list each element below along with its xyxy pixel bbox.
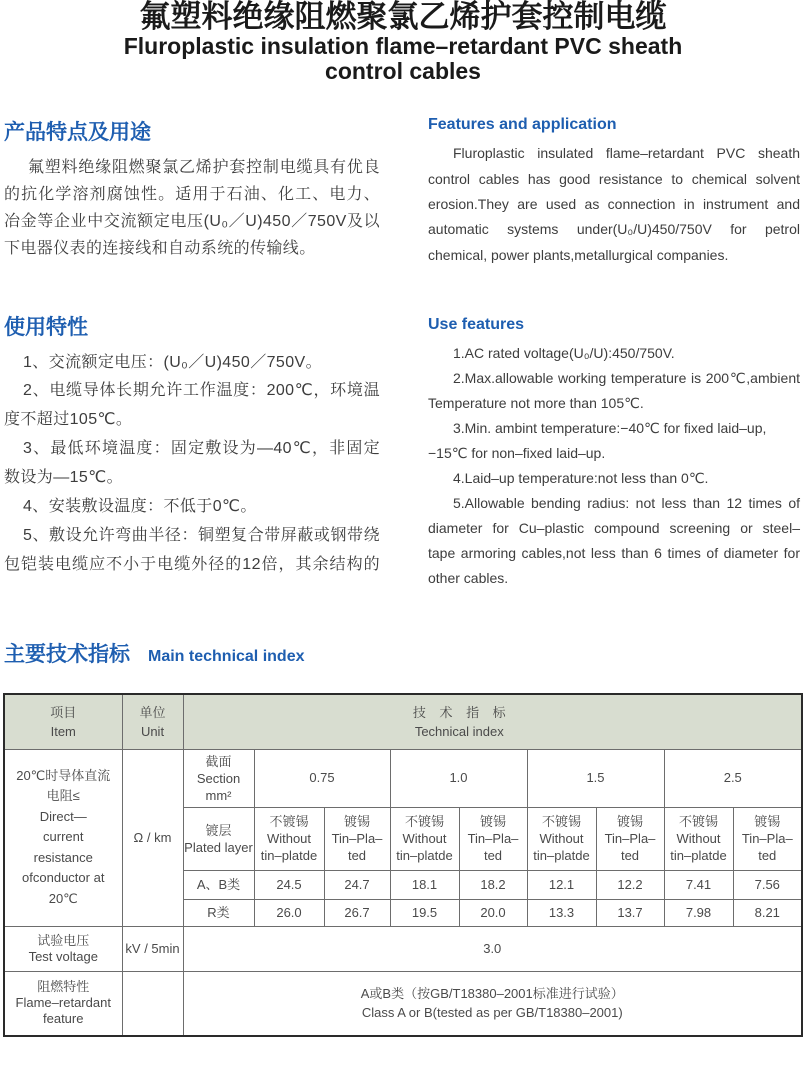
flame-item-zh: 阻燃特性: [37, 979, 90, 995]
value-cell: 12.2: [596, 870, 664, 899]
title-chinese: 氟塑料绝缘阻燃聚氯乙烯护套控制电缆: [139, 0, 667, 34]
plating-tin-plated: [733, 807, 802, 870]
resistance-unit-cell: Ω / km: [122, 749, 183, 926]
header-index-zh: 技 术 指 标: [412, 704, 506, 720]
plating-en: Tin–Pla–: [604, 831, 656, 846]
header-unit: [122, 694, 183, 749]
list-item-line: 5.Allowable bending radius: not less than 12 times of: [453, 494, 800, 511]
flame-value-zh: A或B类（按GB/T18380–2001标准进行试验）: [360, 986, 624, 1002]
plating-zh: 镀锡: [343, 814, 370, 829]
header-index-en: Technical index: [414, 723, 504, 739]
list-item-line: 1、交流额定电压：(U₀／U)450／750V。: [23, 353, 322, 371]
plated-layer-label-cell: [183, 807, 254, 870]
plating-en: tin–platde: [670, 848, 727, 863]
header-item-zh: 项目: [50, 704, 77, 720]
flame-item-cell: [4, 971, 122, 1036]
plating-en: Tin–Pla–: [331, 831, 383, 846]
plating-without-tin: [254, 807, 324, 870]
text-line: erosion.They are used as connection in instrument and: [428, 195, 800, 212]
plating-without-tin: [390, 807, 459, 870]
plating-en: Tin–Pla–: [741, 831, 793, 846]
header-unit-zh: 单位: [139, 704, 166, 720]
section-value: 2.5: [664, 749, 802, 807]
value-cell: 19.5: [390, 899, 459, 926]
list-item-line: 2、电缆导体长期允许工作温度：200℃，环境温: [23, 382, 380, 400]
plating-without-tin: [664, 807, 733, 870]
plating-en: Without: [676, 831, 721, 846]
features-en-paragraph: [428, 141, 800, 267]
plating-en: tin–platde: [260, 848, 318, 863]
value-cell: 13.7: [596, 899, 664, 926]
list-item-line: 3、最低环境温度：固定敷设为—40℃，非固定: [23, 440, 380, 458]
test-voltage-zh: 试验电压: [37, 932, 90, 948]
list-item-line: 5、敷设允许弯曲半径：铜塑复合带屏蔽或钢带绕: [23, 526, 380, 544]
list-item-line: 1.AC rated voltage(U₀/U):450/750V.: [453, 344, 675, 361]
list-item-line: 包铠装电缆应不小于电缆外径的12倍，其余结构的: [4, 555, 380, 573]
test-voltage-item-cell: [4, 926, 122, 971]
value-cell: 24.5: [254, 870, 324, 899]
plating-zh: 镀锡: [754, 814, 781, 829]
table-header-row: [4, 694, 802, 749]
item-line: ofconductor at: [22, 870, 105, 886]
text-line: 冶金等企业中交流额定电压(U₀／U)450／750V及以: [4, 212, 380, 230]
plating-en: ted: [620, 848, 640, 863]
plating-en: Without: [402, 831, 447, 846]
text-line: Fluroplastic insulated flame–retardant PVC sheath: [453, 145, 800, 162]
flame-item-en: Flame–retardant: [15, 995, 111, 1011]
text-line: chemical, power plants,metallurgical companies.: [428, 246, 729, 263]
section-label-unit: mm²: [205, 787, 232, 803]
section-value: 0.75: [254, 749, 390, 807]
use-zh-heading: 使用特性: [4, 316, 88, 339]
features-zh-heading: 产品特点及用途: [4, 121, 151, 144]
plating-en: Without: [266, 831, 312, 846]
test-voltage-value: 3.0: [183, 926, 802, 971]
value-cell: 7.56: [733, 870, 802, 899]
list-item-line: 3.Min. ambint temperature:−40℃ for fixed laid–up,: [453, 419, 767, 436]
test-voltage-en: Test voltage: [28, 948, 98, 964]
test-voltage-unit: kV / 5min: [122, 926, 183, 971]
table-row-test-voltage: [4, 926, 802, 971]
header-item-en: Item: [50, 723, 76, 739]
plating-en: ted: [347, 848, 367, 863]
plating-en: ted: [758, 848, 777, 863]
section-label-cell: [183, 749, 254, 807]
tech-index-heading-en: Main technical index: [148, 648, 305, 665]
plating-zh: 镀锡: [616, 814, 643, 829]
value-cell: 7.98: [664, 899, 733, 926]
features-en-heading: Features and application: [428, 116, 617, 133]
value-cell: 26.0: [254, 899, 324, 926]
item-line: 电阻≤: [46, 788, 80, 804]
resistance-item-cell: [4, 749, 122, 926]
plating-tin-plated: [459, 807, 527, 870]
list-item-line: tape armoring cables,not less than 6 times of diameter for: [428, 544, 800, 561]
title-english-line-2: control cables: [325, 58, 481, 84]
section-value: 1.5: [527, 749, 664, 807]
list-item-line: −15℃ for non–fixed laid–up.: [428, 444, 606, 461]
list-item-line: Temperature not more than 105℃.: [428, 394, 644, 411]
list-item-line: 度不超过105℃。: [4, 411, 133, 429]
plating-en: ted: [483, 848, 503, 863]
row-label: R类: [183, 899, 254, 926]
header-unit-en: Unit: [140, 723, 165, 739]
value-cell: 20.0: [459, 899, 527, 926]
plating-tin-plated: [596, 807, 664, 870]
features-zh-paragraph: [4, 154, 380, 262]
section-label-zh: 截面: [205, 753, 232, 769]
technical-index-table: [3, 693, 803, 1037]
value-cell: 8.21: [733, 899, 802, 926]
item-line: resistance: [33, 849, 93, 865]
value-cell: 12.1: [527, 870, 596, 899]
value-cell: 7.41: [664, 870, 733, 899]
text-line: automatic systems under(U₀/U)450/750V for petrol: [428, 221, 800, 238]
list-item-line: 4、安装敷设温度：不低于0℃。: [23, 497, 257, 515]
value-cell: 26.7: [324, 899, 390, 926]
plating-zh: 不镀锡: [541, 814, 581, 829]
plated-label-en: Plated layer: [184, 839, 253, 855]
plating-without-tin: [527, 807, 596, 870]
list-item-line: 4.Laid–up temperature:not less than 0℃.: [453, 469, 709, 486]
value-cell: 24.7: [324, 870, 390, 899]
plating-zh: 镀锡: [479, 814, 506, 829]
use-en-heading: Use features: [428, 316, 525, 333]
flame-value-en: Class A or B(tested as per GB/T18380–2001): [361, 1005, 623, 1021]
list-item-line: 数设为—15℃。: [4, 469, 123, 487]
list-item-line: other cables.: [428, 569, 509, 586]
plating-en: Without: [539, 831, 584, 846]
value-cell: 13.3: [527, 899, 596, 926]
plating-tin-plated: [324, 807, 390, 870]
use-zh-list: [4, 349, 380, 580]
plating-en: tin–platde: [533, 848, 590, 863]
list-item-line: diameter for Cu–plastic compound screening or steel–: [428, 519, 800, 536]
section-value: 1.0: [390, 749, 527, 807]
text-line: control cables has good resistance to chemical solvent: [428, 170, 800, 187]
tech-index-heading-zh: 主要技术指标: [4, 643, 130, 666]
use-en-list: [428, 341, 800, 591]
value-cell: 18.1: [390, 870, 459, 899]
item-line: 20℃时导体直流: [16, 767, 111, 783]
plating-zh: 不镀锡: [678, 814, 718, 829]
plating-en: Tin–Pla–: [467, 831, 519, 846]
plating-zh: 不镀锡: [404, 814, 444, 829]
row-label: A、B类: [183, 870, 254, 899]
flame-unit: [122, 971, 183, 1036]
flame-value-cell: [183, 971, 802, 1036]
plating-en: tin–platde: [396, 848, 453, 863]
section-label-en: Section: [196, 770, 241, 786]
plated-label-zh: 镀层: [205, 822, 232, 838]
item-line: 20℃: [48, 890, 78, 906]
item-line: current: [43, 829, 84, 845]
table-row-flame-retardant: [4, 971, 802, 1036]
table-row-section: [4, 749, 802, 807]
item-line: Direct—: [39, 808, 87, 824]
header-item: [4, 694, 122, 749]
text-line: 下电器仪表的连接线和自动系统的传输线。: [4, 239, 316, 257]
flame-item-en: feature: [43, 1011, 84, 1027]
list-item-line: 2.Max.allowable working temperature is 200℃,ambient: [453, 369, 800, 386]
text-line: 氟塑料绝缘阻燃聚氯乙烯护套控制电缆具有优良: [28, 158, 380, 176]
text-line: 的抗化学溶剂腐蚀性。适用于石油、化工、电力、: [4, 185, 380, 203]
header-technical-index: [183, 694, 802, 749]
title-english-line-1: Fluroplastic insulation flame–retardant PVC sheath: [123, 33, 683, 59]
plating-zh: 不镀锡: [269, 814, 309, 829]
value-cell: 18.2: [459, 870, 527, 899]
